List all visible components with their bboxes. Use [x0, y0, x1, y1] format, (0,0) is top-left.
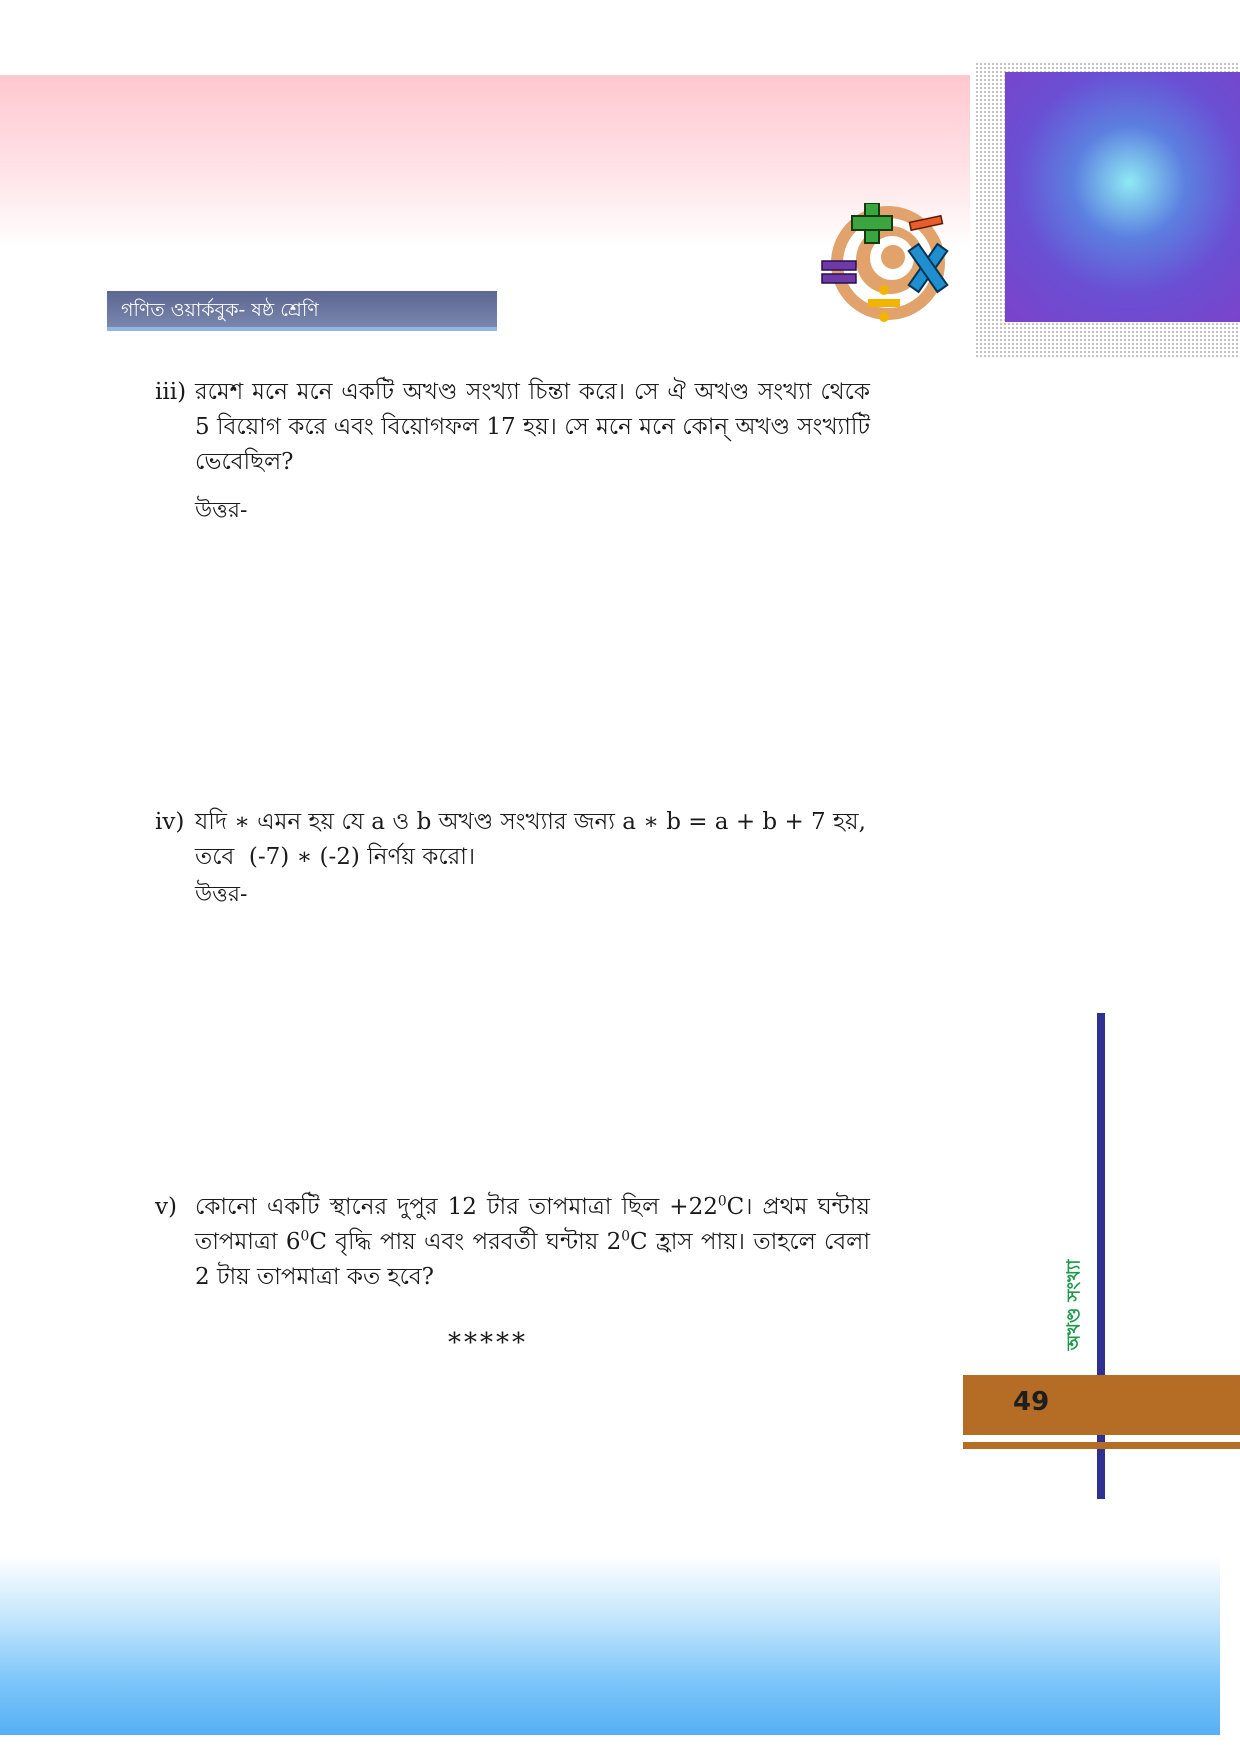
page-number-underline — [963, 1442, 1240, 1449]
question-text-line-1: যদি ∗ এমন হয় যে a ও b অখণ্ড সংখ্যার জন্য a ∗ b = a + b + 7 হয়, — [195, 809, 866, 835]
degree-superscript: 0 — [300, 1228, 310, 1245]
question-number: iv) — [155, 809, 185, 835]
question-v — [155, 1190, 870, 1295]
degree-superscript: 0 — [717, 1193, 727, 1210]
text-segment: C বৃদ্ধি পায় এবং পরবর্তী ঘন্টায় 2 — [309, 1229, 622, 1255]
question-number: iii) — [155, 379, 187, 405]
chapter-side-label — [1060, 1250, 1090, 1360]
end-mark: ***** — [448, 1328, 528, 1358]
bottom-blue-band — [0, 1555, 1220, 1735]
question-text-line-2: তবে (-7) ∗ (-2) নির্ণয় করো। — [195, 844, 476, 870]
answer-label: উত্তর- — [195, 882, 248, 907]
text-segment: কোনো একটি স্থানের দুপুর 12 টার তাপমাত্রা ছিল +22 — [195, 1194, 718, 1220]
page-number-box — [963, 1375, 1240, 1435]
purple-gradient-block — [1005, 72, 1240, 322]
question-text — [195, 1190, 870, 1295]
question-iii — [155, 375, 870, 480]
chapter-name: অখণ্ড সংখ্যা — [1063, 1259, 1085, 1351]
question-text: রমেশ মনে মনে একটি অখণ্ড সংখ্যা চিন্তা করে। সে ঐ অখণ্ড সংখ্যা থেকে 5 বিয়োগ করে এবং বিয়োগফল 17 হয়। সে মনে মনে কোন্ অখণ্ড সংখ্যাটি ভেবেছিল? — [195, 379, 870, 475]
text-segment: C হ্রাস পায়। তাহলে বেলা 2 টায় তাপমাত্রা কত হবে? — [195, 1229, 870, 1290]
degree-superscript: 0 — [621, 1228, 631, 1245]
math-symbols-logo — [818, 203, 970, 335]
question-iv — [155, 805, 870, 875]
question-number: v) — [155, 1194, 177, 1220]
book-title: গণিত ওয়ার্কবুক- ষষ্ঠ শ্রেণি — [121, 299, 319, 321]
page-number: 49 — [1013, 1387, 1050, 1417]
text-segment: C। প্রথম ঘন্টায় তাপমাত্রা 6 — [195, 1194, 870, 1255]
answer-label: উত্তর- — [195, 498, 248, 523]
book-title-bar — [107, 291, 497, 331]
